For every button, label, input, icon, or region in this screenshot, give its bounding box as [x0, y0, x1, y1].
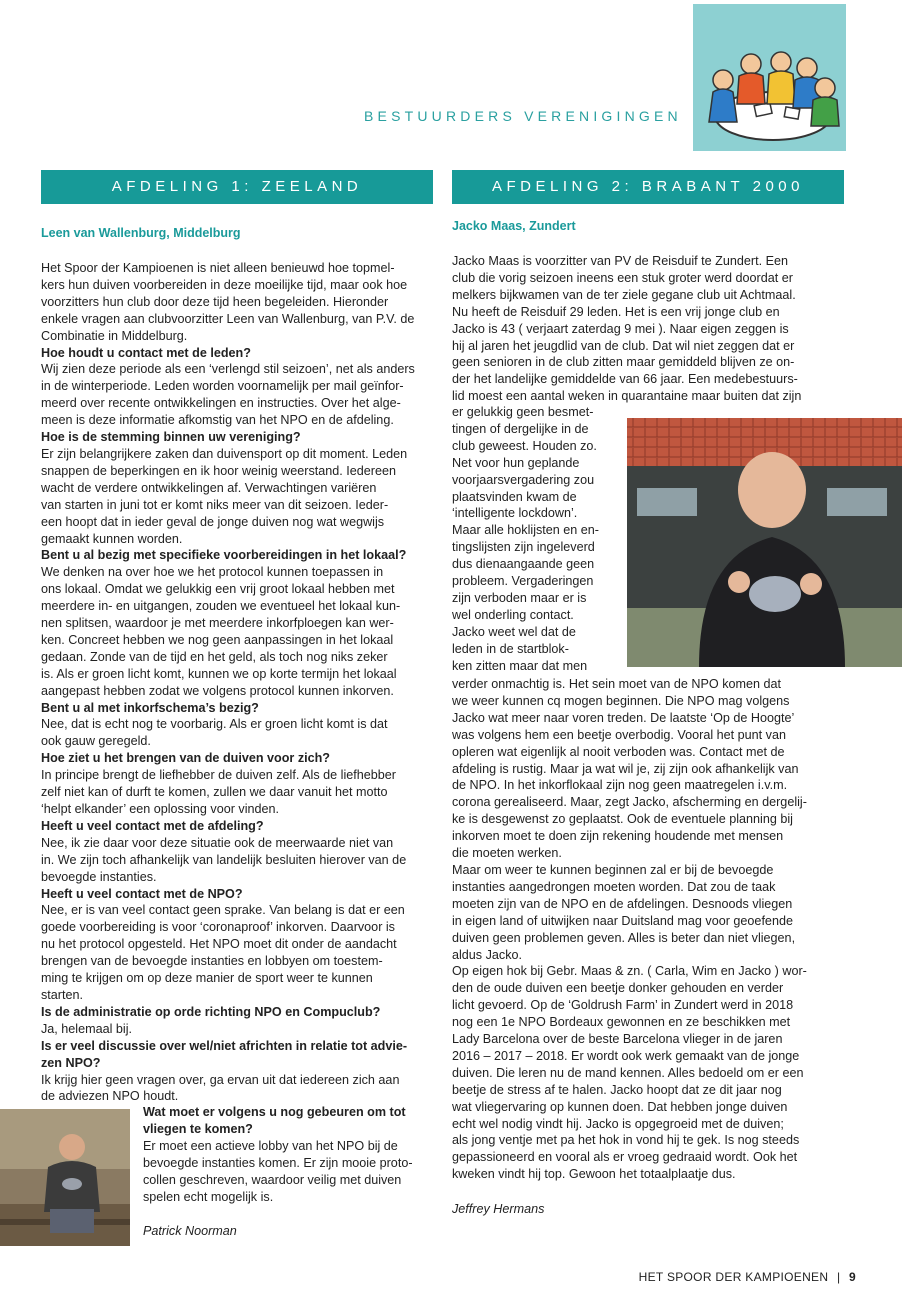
- text-line: wacht de verdere ontwikkelingen af. Verwachtingen variëren: [41, 480, 377, 495]
- article-body-right-main: [452, 676, 845, 1183]
- text-line: Nee, ik zie daar voor deze situatie ook de meerwaarde niet van: [41, 835, 394, 850]
- text-line: kweken vindt hij top. Gewoon het totaalplaatje dus.: [452, 1167, 736, 1182]
- text-line: meerdere in- en uitgangen, zouden we eventueel het lokaal kun-: [41, 599, 401, 614]
- text-line: van starten in juni tot er komt niks meer van dit seizoen. Ieder-: [41, 497, 389, 512]
- text-line: ming te krijgen om op deze manier de sport weer te kunnen: [41, 971, 373, 986]
- section-label: BESTUURDERS VERENIGINGEN: [364, 108, 682, 124]
- text-line: ken zitten maar dat men: [452, 658, 588, 673]
- text-line: instanties aangedrongen moeten worden. Dat zou de taak: [452, 879, 776, 894]
- text-line: als jong ventje met pa het hok in vond hij te gek. Is nog steeds: [452, 1133, 800, 1148]
- text-line: ken. Concreet hebben we nog geen aanpassingen in het lokaal: [41, 632, 394, 647]
- text-line: zelf niet kan of durft te komen, zullen we daar vanuit het motto: [41, 785, 388, 800]
- text-line: echt wel nodig vindt hij. Jacko is opgegroeid met de duiven;: [452, 1116, 784, 1131]
- question-line: zen NPO?: [41, 1055, 101, 1070]
- text-line: die moeten werken.: [452, 846, 562, 861]
- text-line: er gelukkig geen besmet-: [452, 405, 594, 419]
- text-line: club die vorig seizoen ineens een stuk groter werd doordat er: [452, 270, 793, 285]
- text-line: wel onderling contact.: [452, 607, 574, 622]
- text-line: Op eigen hok bij Gebr. Maas & zn. ( Carla, Wim en Jacko ) wor-: [452, 964, 807, 979]
- text-line: melkers bijkwamen van de ter ziele gegane club uit Achtmaal.: [452, 287, 796, 302]
- text-line: gemaakt kunnen worden.: [41, 531, 183, 546]
- text-line: Maar om weer te kunnen beginnen zal er bij de bevoegde: [452, 862, 774, 877]
- text-line: probleem. Vergaderingen: [452, 574, 594, 589]
- text-line: opleren wat eigenlijk al nooit verboden was. Contact met de: [452, 744, 785, 759]
- text-line: Het Spoor der Kampioenen is niet alleen benieuwd hoe topmel-: [41, 261, 395, 275]
- text-line: goede voorbereiding is voor ‘coronaproof’ inkorven. Daarvoor is: [41, 920, 395, 935]
- text-line: in eigen land of uitwijken naar Duitsland mag voor geoefende: [452, 913, 793, 928]
- text-line: inkorven moet te doen zijn rekening houdende met mensen: [452, 829, 784, 844]
- section-band-zeeland: AFDELING 1: ZEELAND: [41, 170, 433, 204]
- text-line: collen geschreven, waardoor veilig met duiven: [143, 1172, 402, 1187]
- text-line: 2016 – 2017 – 2018. Er wordt ook werk gemaakt van de jonge: [452, 1048, 800, 1063]
- question-line: Bent u al met inkorfschema’s bezig?: [41, 700, 259, 715]
- text-line: een hoopt dat in ieder geval de jonge duiven nog wat wegwijs: [41, 514, 385, 529]
- text-line: in. We zijn toch afhankelijk van landelijk besluiten hierover van de: [41, 852, 407, 867]
- text-line: aangepast hebben zodat we volgens protocol kunnen inkorven.: [41, 683, 394, 698]
- text-line: moeten zijn van de NPO en de afdelingen. Desnoods vliegen: [452, 896, 793, 911]
- text-line: brengen van de bevoegde instanties en lobbyen om toestem-: [41, 954, 383, 969]
- article-subhead-right: Jacko Maas, Zundert: [452, 219, 576, 233]
- question-line: Heeft u veel contact met de NPO?: [41, 886, 243, 901]
- text-line: verder onmachtig is. Het sein moet van de NPO komen dat: [452, 677, 781, 691]
- text-line: dus dienaangaande geen: [452, 557, 595, 572]
- text-line: der het landelijke gemiddelde van 66 jaar. Een medebestuurs-: [452, 372, 798, 387]
- text-line: de adviezen NPO houdt.: [41, 1089, 179, 1104]
- author-signature-right: Jeffrey Hermans: [452, 1202, 545, 1216]
- text-line: nen splitsen, waardoor je met meerdere inkorfploegen kan wer-: [41, 616, 394, 631]
- article-body-left: [41, 260, 439, 1105]
- text-line: Jacko is 43 ( verjaart zaterdag 9 mei ). Naar eigen zeggen is: [452, 321, 789, 336]
- text-line: meerd over recente ontwikkelingen en instructies. Over het alge-: [41, 396, 401, 411]
- question-line: Is er veel discussie over wel/niet africhten in relatie tot advie-: [41, 1038, 408, 1053]
- text-line: gedaan. Zonde van de tijd en het geld, als toch nog niks zeker: [41, 649, 388, 664]
- footer-separator: |: [836, 1270, 841, 1284]
- question-line: Wat moet er volgens u nog gebeuren om tot: [143, 1105, 406, 1119]
- text-line: Nee, dat is echt nog te voorbarig. Als er groen licht komt is dat: [41, 717, 388, 732]
- article-body-right-narrow: [452, 404, 622, 675]
- text-line: Er zijn belangrijkere zaken dan duivensport op dit moment. Leden: [41, 446, 408, 461]
- text-line: duiven. Die leren nu de mand kennen. Alles bedoeld om er een: [452, 1065, 804, 1080]
- text-line: ons lokaal. Omdat we gelukkig een vrij groot lokaal hebben met: [41, 582, 395, 597]
- text-line: Ik krijg hier geen vragen over, ga ervan uit dat iedereen zich aan: [41, 1072, 400, 1087]
- text-line: licht gevoerd. Op de ‘Goldrush Farm’ in Zundert werd in 2018: [452, 998, 794, 1013]
- text-line: nu het protocol opgesteld. Het NPO moet dit onder de aandacht: [41, 937, 397, 952]
- text-line: club geweest. Houden zo.: [452, 438, 597, 453]
- text-line: geen senioren in de club zitten maar gemiddeld blijven ze on-: [452, 355, 795, 370]
- text-line: Nu heeft de Reisduif 29 leden. Het is een vrij jonge club en: [452, 304, 780, 319]
- text-line: ke is desgewenst zo geplaatst. Ook de eventuele planning bij: [452, 812, 793, 827]
- text-line: kers hun duiven voorbereiden in deze moeilijke tijd, maar ook hoe: [41, 277, 408, 292]
- text-line: in de winterperiode. Leden worden voornamelijk per mail geïnfor-: [41, 379, 404, 394]
- text-line: plaatsvinden kwam de: [452, 489, 577, 504]
- text-line: den de oude duiven een beetje donker gehouden en verder: [452, 981, 784, 996]
- seated-man-photo: [0, 1109, 130, 1246]
- text-line: enkele vragen aan clubvoorzitter Leen van Wallenburg, van P.V. de: [41, 311, 415, 326]
- text-line: Net voor hun geplande: [452, 455, 580, 470]
- text-line: Maar alle hoklijsten en en-: [452, 523, 600, 538]
- text-line: corona gerealiseerd. Maar, zegt Jacko, afscherming en dergelij-: [452, 795, 807, 810]
- question-line: vliegen te komen?: [143, 1121, 253, 1136]
- text-line: Jacko Maas is voorzitter van PV de Reisduif te Zundert. Een: [452, 254, 788, 268]
- question-line: Heeft u veel contact met de afdeling?: [41, 818, 264, 833]
- text-line: hij al jaren het jeugdlid van de club. Dat wil niet zeggen dat er: [452, 338, 795, 353]
- page-footer: [639, 1270, 856, 1284]
- text-line: bevoegde instanties.: [41, 869, 157, 884]
- text-line: We denken na over hoe we het protocol kunnen toepassen in: [41, 565, 384, 580]
- text-line: voorzitters hun club door deze tijd heen begeleiden. Hieronder: [41, 294, 389, 309]
- text-line: nog een 1e NPO Bordeaux gewonnen en ze beschikken met: [452, 1015, 791, 1030]
- text-line: starten.: [41, 987, 83, 1002]
- text-line: meen is deze informatie afkomstig van het NPO en de afdeling.: [41, 413, 394, 428]
- text-line: In principe brengt de liefhebber de duiven zelf. Als de liefhebber: [41, 768, 396, 783]
- text-line: tingen of dergelijke in de: [452, 421, 589, 436]
- text-line: tingslijsten zijn ingeleverd: [452, 540, 595, 555]
- text-line: spelen echt mogelijk is.: [143, 1189, 274, 1204]
- text-line: gepassioneerd en vooral als er vroeg gedraaid wordt. Ook het: [452, 1150, 798, 1165]
- text-line: aldus Jacko.: [452, 947, 523, 962]
- people-at-table-icon: [693, 4, 846, 151]
- publication-name: HET SPOOR DER KAMPIOENEN: [638, 1270, 829, 1284]
- text-line: Combinatie in Middelburg.: [41, 328, 188, 343]
- text-line: leden in de startblok-: [452, 641, 569, 656]
- text-line: Ja, helemaal bij.: [41, 1021, 133, 1036]
- text-line: wat vliegervaring op kunnen doen. Dat hebben jonge duiven: [452, 1099, 788, 1114]
- text-line: we weer kunnen cq mogen beginnen. Die NPO mag volgens: [452, 693, 790, 708]
- text-line: ‘intelligente lockdown’.: [452, 506, 578, 521]
- text-line: zijn verboden maar er is: [452, 590, 587, 605]
- text-line: Lady Barcelona over de beste Barcelona vlieger in de jaren: [452, 1032, 783, 1047]
- text-line: Wij zien deze periode als een ‘verlengd stil seizoen’, net als anders: [41, 362, 415, 377]
- text-line: beetje de stress af te halen. Jacko hoopt dat ze dit jaar nog: [452, 1082, 782, 1097]
- page-number: 9: [849, 1270, 856, 1284]
- question-line: Hoe ziet u het brengen van de duiven voor zich?: [41, 751, 330, 766]
- author-signature-left: Patrick Noorman: [143, 1224, 237, 1238]
- text-line: was volgens hem een beetje overbodig. Vooral het punt van: [452, 727, 786, 742]
- man-with-pigeon-photo: [627, 418, 902, 667]
- text-line: is. Als er groen licht komt, kunnen we op korte termijn het lokaal: [41, 666, 397, 681]
- article-body-left-tail: [143, 1104, 443, 1205]
- text-line: Er moet een actieve lobby van het NPO bij de: [143, 1138, 398, 1153]
- text-line: ‘helpt elkander’ een oplossing voor vinden.: [41, 802, 280, 816]
- text-line: Nee, er is van veel contact geen sprake. Van belang is dat er een: [41, 903, 405, 918]
- text-line: de NPO. In het inkorflokaal zijn nog geen maatregelen i.v.m.: [452, 778, 788, 793]
- text-line: bevoegde instanties komen. Er zijn mooie proto-: [143, 1155, 413, 1170]
- text-line: Jacko wat meer naar voren treden. De laatste ‘Op de Hoogte’: [452, 710, 795, 725]
- question-line: Is de administratie op orde richting NPO en Compuclub?: [41, 1004, 381, 1019]
- text-line: snappen de beperkingen en ik hoor weinig weerstand. Iedereen: [41, 463, 396, 478]
- text-line: Jacko weet wel dat de: [452, 624, 576, 639]
- article-subhead-left: Leen van Wallenburg, Middelburg: [41, 226, 241, 240]
- section-band-brabant: AFDELING 2: BRABANT 2000: [452, 170, 844, 204]
- text-line: lid moest een aantal weken in quarantaine maar buiten dat zijn: [452, 389, 802, 404]
- text-line: voorjaarsvergadering zou: [452, 472, 595, 487]
- question-line: Hoe is de stemming binnen uw vereniging?: [41, 430, 301, 445]
- text-line: afdeling is rustig. Maar ja wat wil je, zij zijn ook afhankelijk van: [452, 761, 799, 776]
- question-line: Bent u al bezig met specifieke voorbereidingen in het lokaal?: [41, 548, 407, 563]
- article-body-right-intro: [452, 253, 845, 405]
- text-line: ook gauw geregeld.: [41, 734, 151, 749]
- text-line: duiven geen problemen geven. Alles is beter dan niet vliegen,: [452, 930, 796, 945]
- question-line: Hoe houdt u contact met de leden?: [41, 345, 251, 360]
